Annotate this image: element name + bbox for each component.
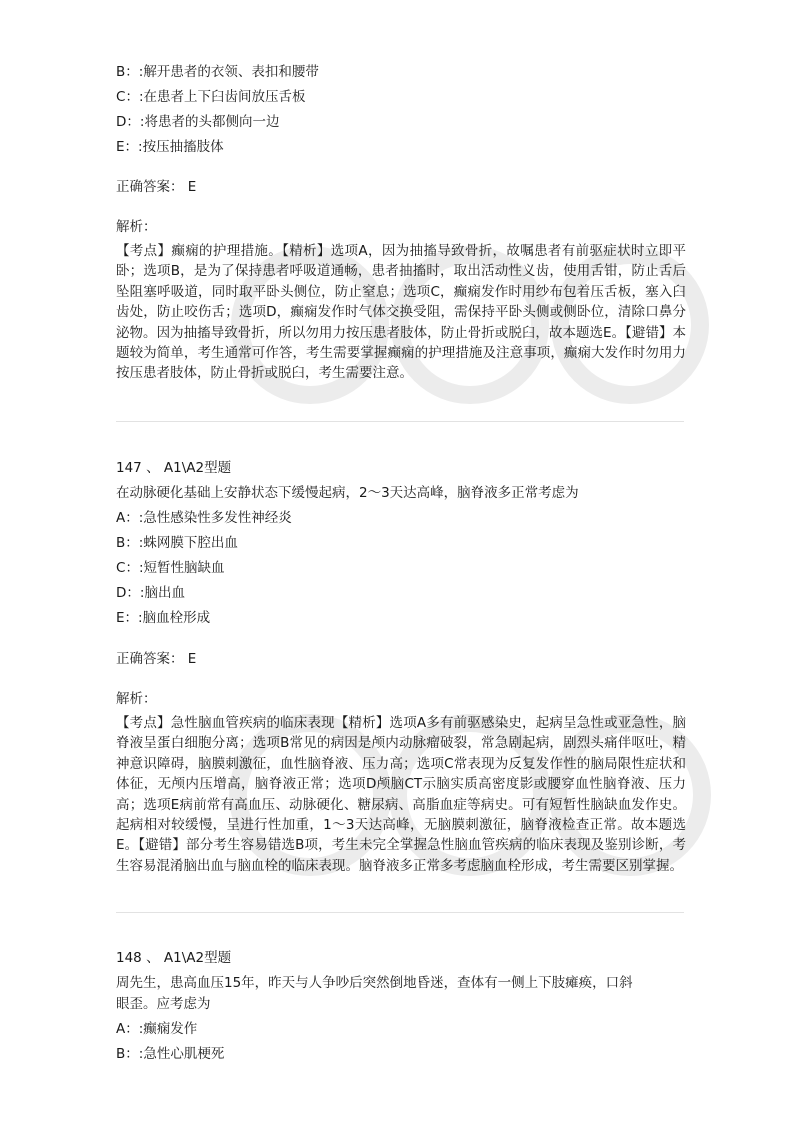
option-b: B：:蛛网膜下腔出血 [116, 535, 238, 551]
question-divider [116, 912, 684, 913]
analysis-label: 解析： [116, 219, 157, 235]
option-b: B：:解开患者的衣领、表扣和腰带 [116, 64, 319, 80]
option-b: B：:急性心肌梗死 [116, 1046, 225, 1062]
option-e: E：:按压抽搐肢体 [116, 139, 224, 155]
option-d: D：:将患者的头都侧向一边 [116, 114, 280, 130]
question-header: 148 、 A1\A2型题 [116, 950, 232, 966]
question-divider [116, 421, 684, 422]
correct-answer: 正确答案： E [116, 651, 197, 667]
question-stem-line-2: 眼歪。应考虑为 [116, 996, 211, 1012]
option-a: A：:癫痫发作 [116, 1021, 198, 1037]
analysis-label: 解析： [116, 691, 157, 707]
option-e: E：:脑血栓形成 [116, 610, 211, 626]
correct-answer: 正确答案： E [116, 179, 197, 195]
option-a: A：:急性感染性多发性神经炎 [116, 510, 292, 526]
question-stem: 在动脉硬化基础上安静状态下缓慢起病，2～3天达高峰，脑脊液多正常考虑为 [116, 485, 579, 501]
question-header: 147 、 A1\A2型题 [116, 460, 232, 476]
option-c: C：:短暂性脑缺血 [116, 560, 225, 576]
option-d: D：:脑出血 [116, 585, 185, 601]
analysis-text: 【考点】急性脑血管疾病的临床表现【精析】选项A多有前驱感染史，起病呈急性或亚急性，脑脊液呈蛋白细胞分离；选项B常见的病因是颅内动脉瘤破裂，常急剧起病，剧烈头痛伴呕吐，精神意识障碍，脑膜刺激征，血性脑脊液、压力高；选项C常表现为反复发作性的脑局限性症状和体征，无颅内压增高，脑脊液正常；选项D颅脑CT示脑实质高密度影或腰穿血性脑脊液、压力高；选项E病前常有高血压、动脉硬化、糖尿病、高脂血症等病史。可有短暂性脑缺血发作史。起病相对较缓慢，呈进行性加重，1～3天达高峰，无脑膜刺激征，脑脊液检查正常。故本题选E。【避错】部分考生容易错选B项，考生未完全掌握急性脑血管疾病的临床表现及鉴别诊断，考生容易混淆脑出血与脑血栓的临床表现。脑脊液多正常多考虑脑血栓形成，考生需要区别掌握。 [116, 715, 686, 874]
option-c: C：:在患者上下臼齿间放压舌板 [116, 89, 306, 105]
analysis-text: 【考点】癫痫的护理措施。【精析】选项A，因为抽搐导致骨折，故嘱患者有前驱症状时立即平卧；选项B，是为了保持患者呼吸道通畅，患者抽搐时，取出活动性义齿，使用舌钳，防止舌后坠阻塞呼吸道，同时取平卧头侧位，防止窒息；选项C，癫痫发作时用纱布包着压舌板，塞入臼齿处，防止咬伤舌；选项D，癫痫发作时气体交换受阻，需保持平卧头侧或侧卧位，清除口鼻分泌物。因为抽搐导致骨折，所以勿用力按压患者肢体，防止骨折或脱臼，故本题选E。【避错】本题较为简单，考生通常可作答，考生需要掌握癫痫的护理措施及注意事项，癫痫大发作时勿用力按压患者肢体，防止骨折或脱臼，考生需要注意。 [116, 243, 686, 382]
question-stem-line-1: 周先生，患高血压15年，昨天与人争吵后突然倒地昏迷，查体有一侧上下肢瘫痪，口斜 [116, 975, 633, 991]
